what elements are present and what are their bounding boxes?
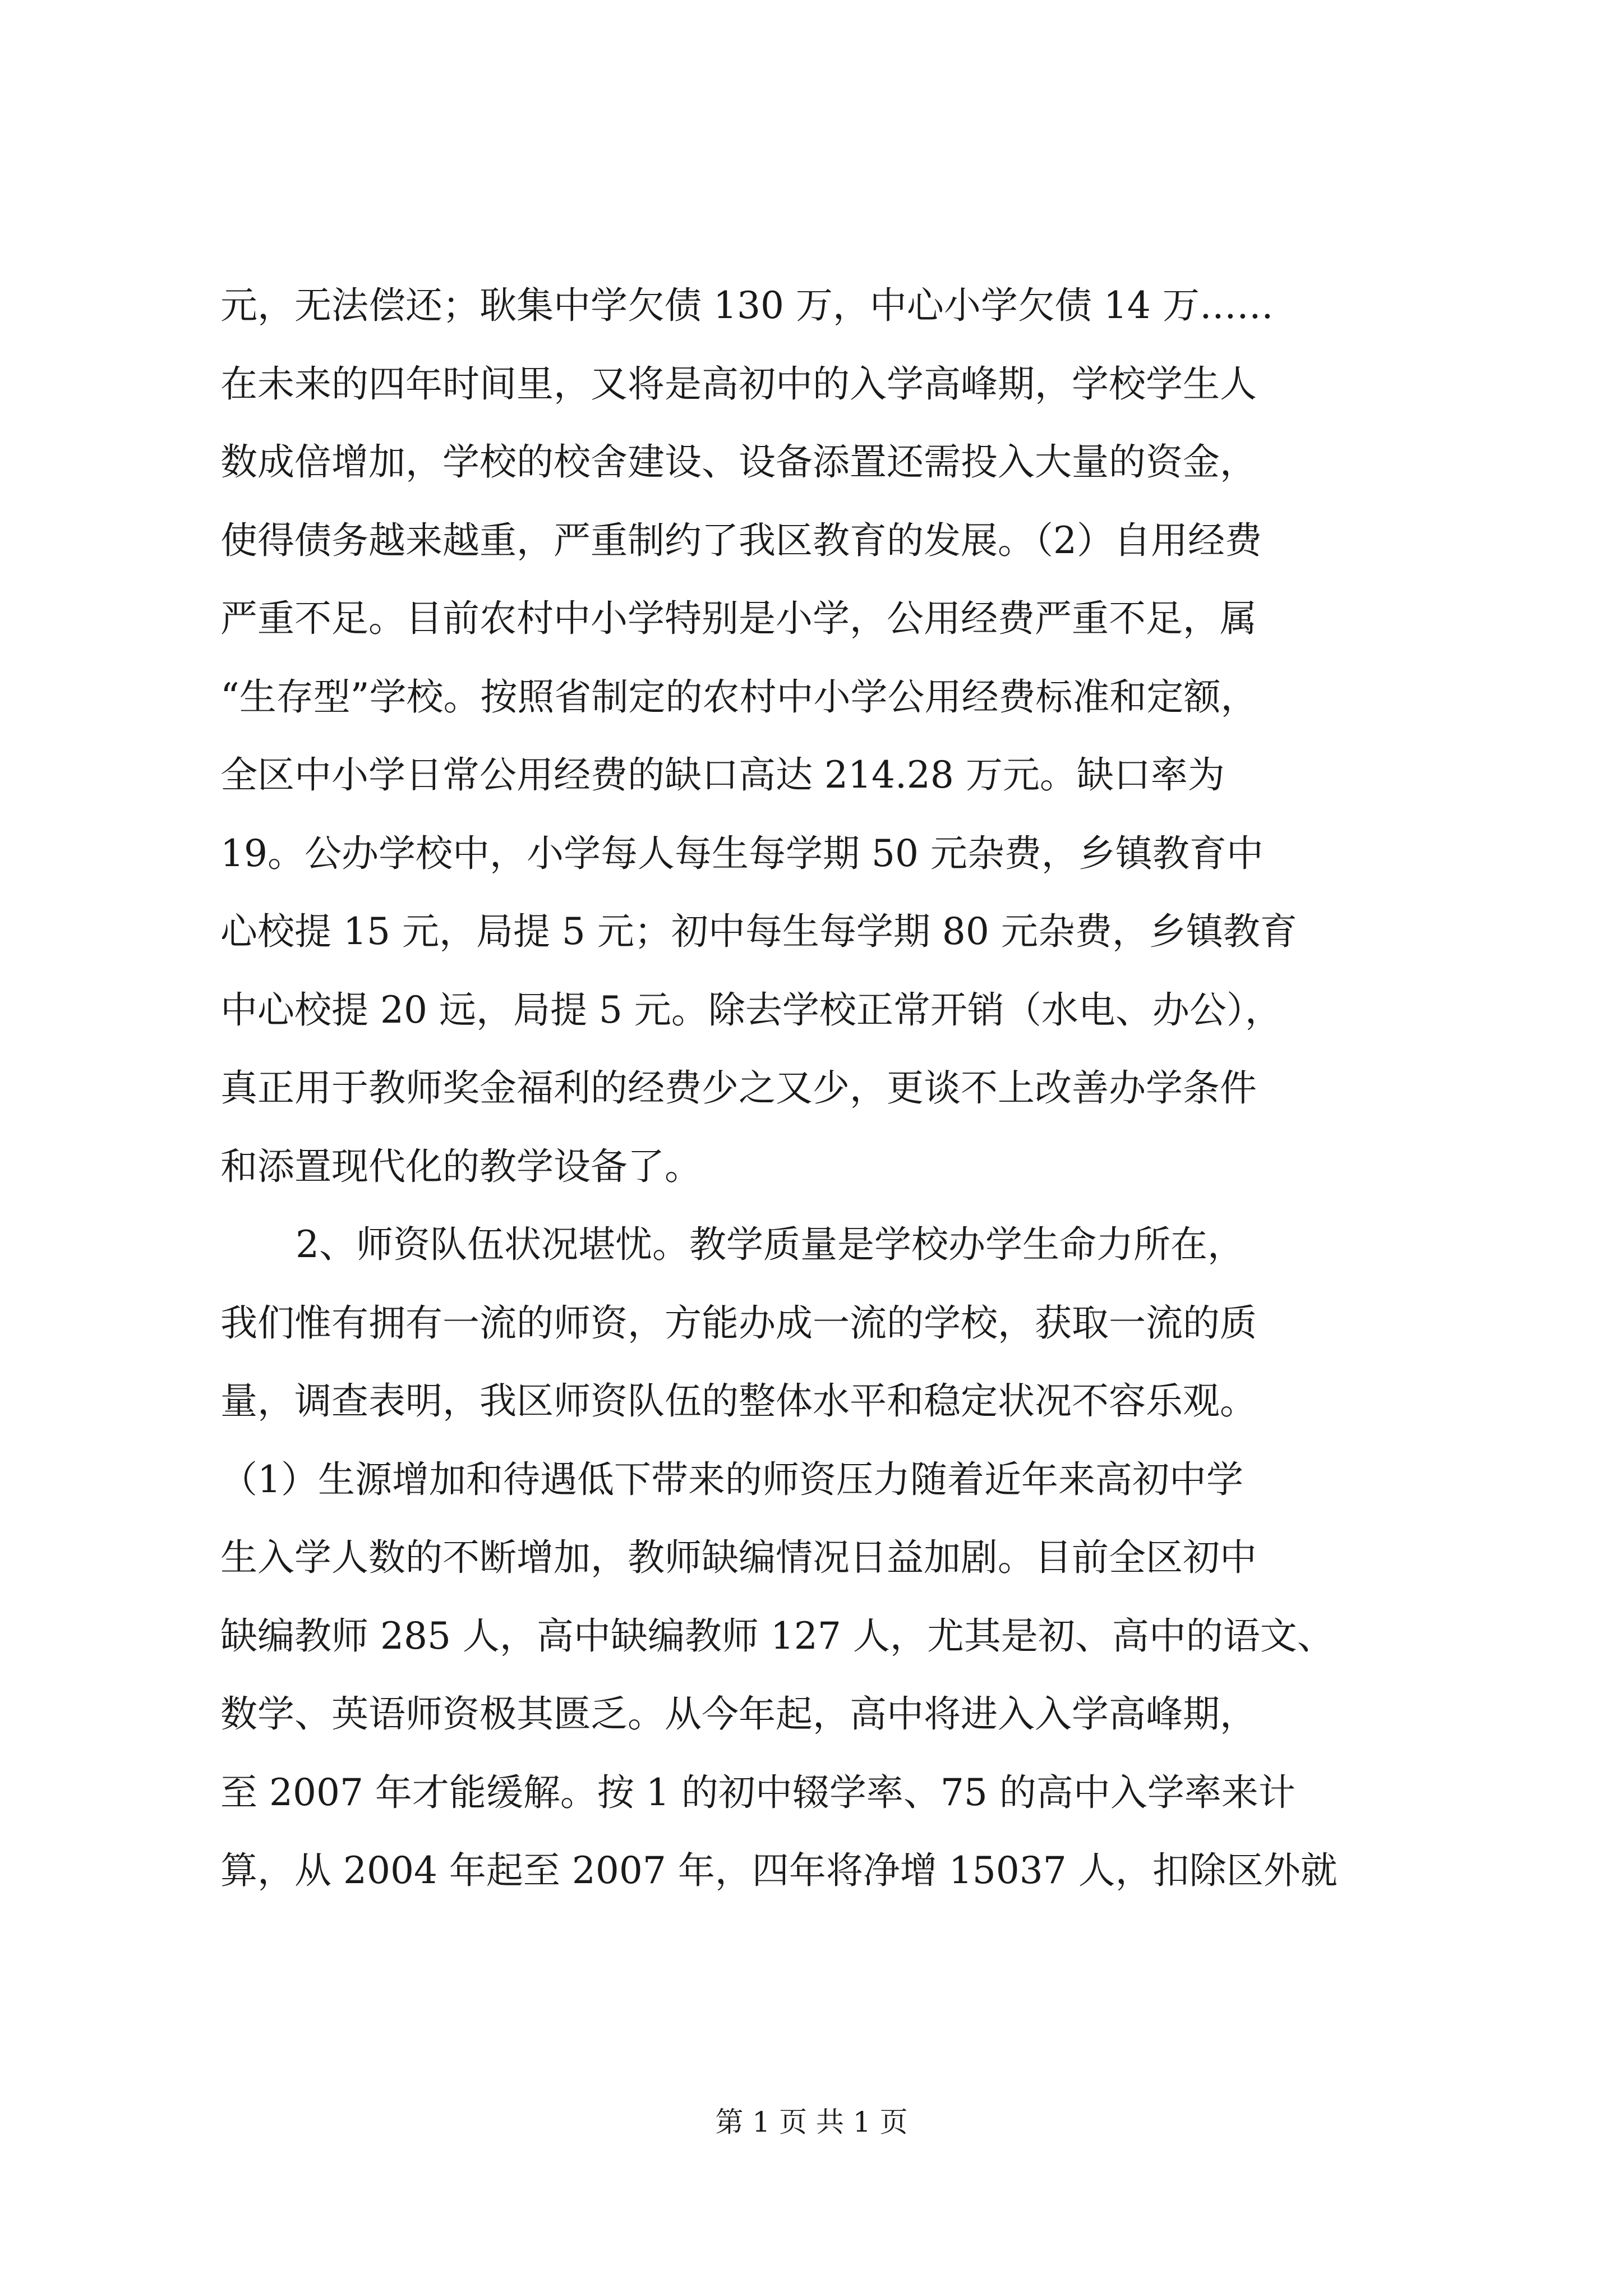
text-line: “生存型”学校。按照省制定的农村中小学公用经费标准和定额， — [220, 675, 1258, 719]
text-line: 在未来的四年时间里，又将是高初中的入学高峰期，学校学生人 — [220, 362, 1257, 406]
text-line: 和添置现代化的教学设备了。 — [220, 1144, 702, 1188]
text-line: 19。公办学校中，小学每人每生每学期 50 元杂费，乡镇教育中 — [220, 831, 1264, 875]
text-line: 中心校提 20 远，局提 5 元。除去学校正常开销（水电、办公）， — [220, 988, 1282, 1032]
text-line: 算，从 2004 年起至 2007 年，四年将净增 15037 人，扣除区外就 — [220, 1849, 1338, 1892]
text-line: 数学、英语师资极其匮乏。从今年起，高中将进入入学高峰期， — [220, 1692, 1257, 1736]
body-text — [220, 266, 1409, 1910]
text-line: 量，调查表明，我区师资队伍的整体水平和稳定状况不容乐观。 — [220, 1379, 1257, 1423]
text-line: 缺编教师 285 人，高中缺编教师 127 人，尤其是初、高中的语文、 — [220, 1614, 1334, 1658]
paragraph-start-line: 2、师资队伍状况堪忧。教学质量是学校办学生命力所在， — [296, 1223, 1244, 1266]
text-line: 元，无法偿还；耿集中学欠债 130 万，中心小学欠债 14 万…… — [220, 284, 1274, 327]
text-line: 严重不足。目前农村中小学特别是小学，公用经费严重不足，属 — [220, 597, 1257, 640]
text-line: 数成倍增加，学校的校舍建设、设备添置还需投入大量的资金， — [220, 440, 1257, 484]
page-number-footer: 第 1 页 共 1 页 — [715, 2106, 908, 2138]
text-line: 我们惟有拥有一流的师资，方能办成一流的学校，获取一流的质 — [220, 1301, 1257, 1345]
text-line: 真正用于教师奖金福利的经费少之又少，更谈不上改善办学条件 — [220, 1066, 1257, 1110]
text-line: 心校提 15 元，局提 5 元；初中每生每学期 80 元杂费，乡镇教育 — [220, 910, 1297, 953]
text-line: （1）生源增加和待遇低下带来的师资压力随着近年来高初中学 — [220, 1457, 1243, 1501]
text-line: 全区中小学日常公用经费的缺口高达 214.28 万元。缺口率为 — [220, 753, 1225, 797]
text-line: 使得债务越来越重，严重制约了我区教育的发展。（2）自用经费 — [220, 518, 1262, 562]
text-line: 生入学人数的不断增加，教师缺编情况日益加剧。目前全区初中 — [220, 1536, 1257, 1579]
text-line: 至 2007 年才能缓解。按 1 的初中辍学率、75 的高中入学率来计 — [220, 1770, 1295, 1814]
